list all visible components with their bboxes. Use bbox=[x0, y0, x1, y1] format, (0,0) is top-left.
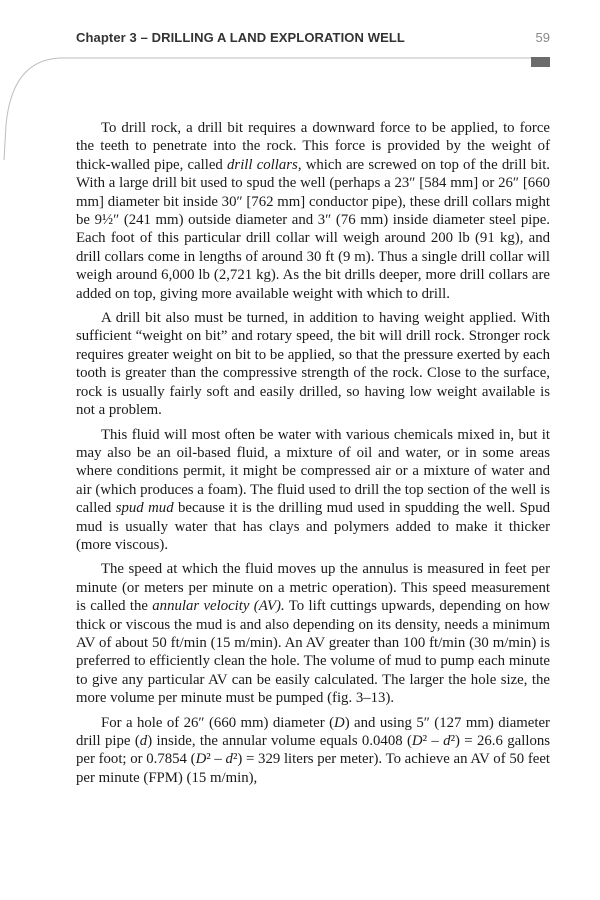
paragraph: For a hole of 26″ (660 mm) diameter (D) and using 5″ (127 mm) diameter drill pipe (d) inside, the annular volume equals 0.0408 (D² – d²) = 26.6 gallons per foot; or 0.7854 (D² – d²) = 329 liters per meter). To achieve an AV of 50 feet per minute (FPM) (15 m/min), bbox=[76, 714, 550, 786]
chapter-title: Chapter 3 – DRILLING A LAND EXPLORATION WELL bbox=[76, 30, 405, 45]
body-text bbox=[76, 119, 550, 787]
page-number: 59 bbox=[535, 30, 550, 45]
paragraph: To drill rock, a drill bit requires a downward force to be applied, to force the teeth to penetrate into the rock. This force is provided by the weight of thick-walled pipe, called drill collars, which are screwed on top of the drill bit. With a large drill bit used to spud the well (perhaps a 23″ [584 mm] or 26″ [660 mm] diameter bit inside 30″ [762 mm] conductor pipe), these drill collars might be 9½″ (241 mm) outside diameter and 3″ (76 mm) inside diameter steel pipe. Each foot of this particular drill collar will weigh around 200 lb (91 kg), and drill collars come in lengths of around 30 ft (9 m). Thus a single drill collar will weigh around 6,000 lb (2,721 kg). As the bit drills deeper, more drill collars are added on top, giving more available weight with which to drill. bbox=[76, 120, 551, 302]
paragraph: This fluid will most often be water with various chemicals mixed in, but it may also be an oil-based fluid, a mixture of oil and water, or in some areas where conditions permit, it might be compressed air or a mixture of water and air (which produces a foam). The fluid used to drill the top section of the well is called spud mud because it is the drilling mud used in spudding the well. Spud mud is usually water that has clays and polymers added to make it thicker (more viscous). bbox=[76, 426, 551, 553]
page-tab-marker bbox=[531, 57, 550, 67]
paragraph: The speed at which the fluid moves up the annulus is measured in feet per minute (or meters per minute on a metric operation). This speed measurement is called the annular velocity (AV). To lift cuttings upwards, depending on how thick or viscous the mud is and also depending on its density, needs a minimum AV of about 50 ft/min (15 m/min). An AV greater than 100 ft/min (30 m/min) is preferred to efficiently clean the hole. The volume of mud to pump each minute to give any particular AV can be easily calculated. The larger the hole size, the more volume per minute must be pumped (fig. 3–13). bbox=[76, 561, 550, 707]
paragraph: A drill bit also must be turned, in addition to having weight applied. With sufficient “weight on bit” and rotary speed, the bit will drill rock. Stronger rock requires greater weight on bit to be applied, so that the pressure exerted by each tooth is greater than the compressive strength of the rock. Close to the surface, rock is usually fairly soft and easily drilled, so having low weight available is not a problem. bbox=[76, 310, 550, 419]
